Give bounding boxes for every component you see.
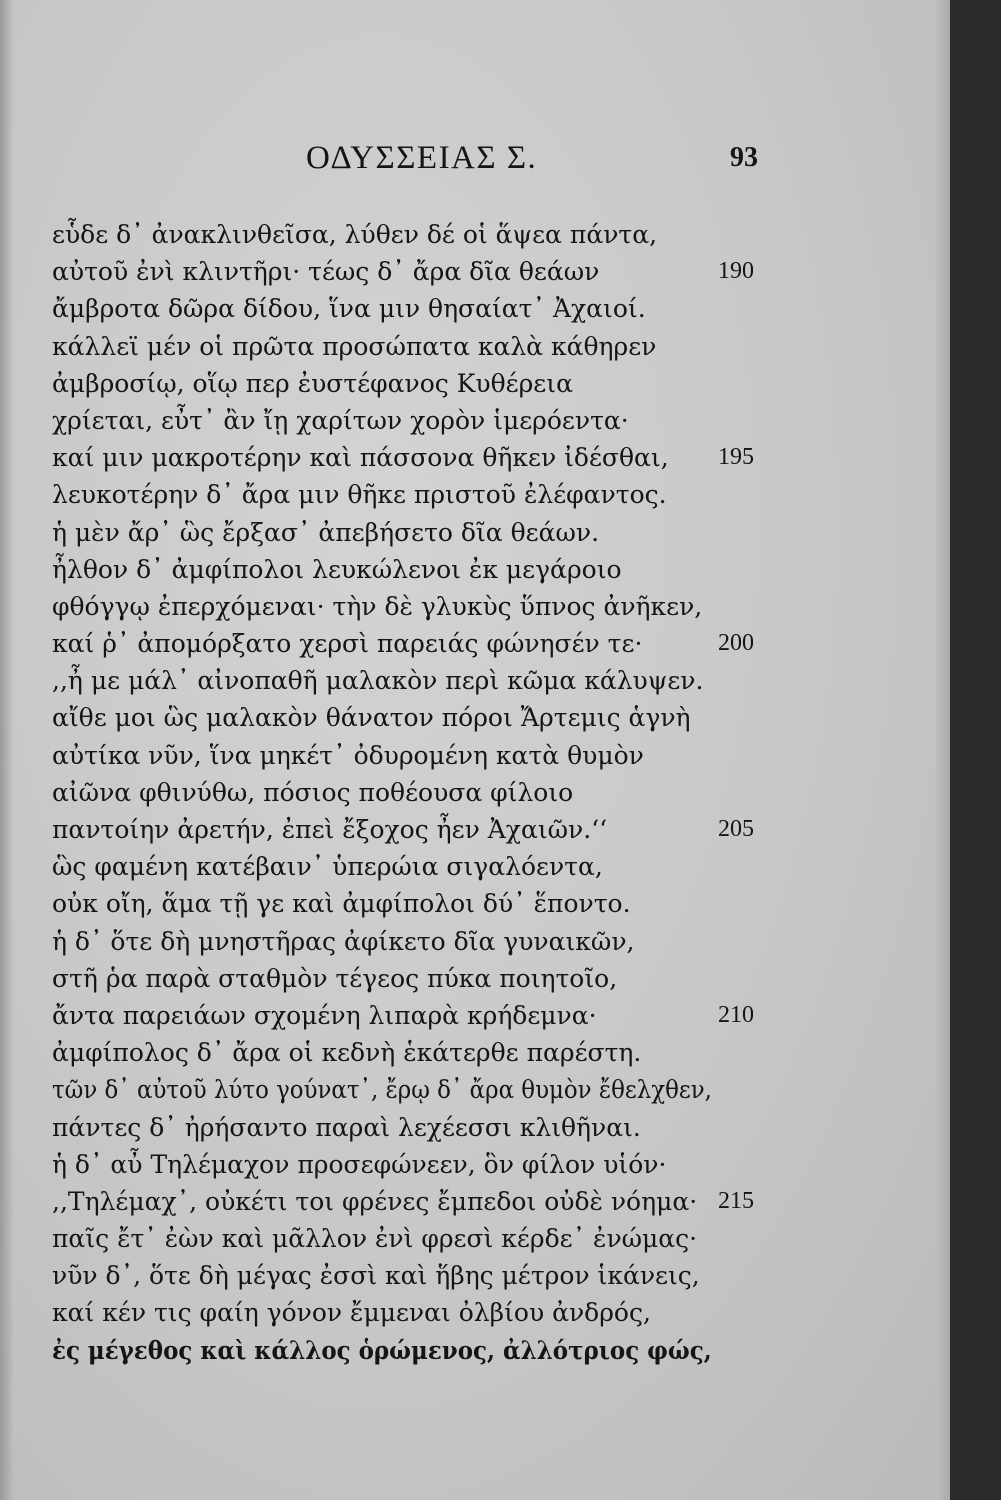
verse-line [52,1034,882,1071]
verse-line [52,960,882,997]
verse-text: νῦν δ᾽, ὅτε δὴ μέγας ἐσσὶ καὶ ἥβης μέτρον ἱκάνεις, [52,1261,700,1291]
verse-text: αἰῶνα φθινύθω, πόσιος ποθέουσα φίλοιο [52,777,574,807]
verse-line [52,1146,882,1183]
verse-line [52,997,882,1034]
verse-line [52,662,882,699]
verse-text: στῆ ῥα παρὰ σταθμὸν τέγεος πύκα ποιητοῖο, [52,963,618,993]
verse-line [52,439,882,476]
verse-line [52,1220,882,1257]
verse-text: πάντες δ᾽ ἠρήσαντο παραὶ λεχέεσσι κλιθῆναι. [52,1112,641,1142]
verse-text: αὐτίκα νῦν, ἵνα μηκέτ᾽ ὀδυρομένη κατὰ θυμὸν [52,740,644,770]
line-number: 190 [718,258,754,285]
verse-line [52,848,882,885]
verse-text: ἀμφίπολος δ᾽ ἄρα οἱ κεδνὴ ἑκάτερθε παρέστη. [52,1038,642,1068]
verse-line [52,588,882,625]
verse-line [52,551,882,588]
verse-line [52,737,882,774]
verse-text: ,,ἦ με μάλ᾽ αἰνοπαθῆ μαλακὸν περὶ κῶμα κάλυψεν. [52,666,704,696]
line-number: 215 [718,1187,754,1214]
verse-line [52,1183,882,1220]
verse-line [52,923,882,960]
line-number: 195 [718,444,754,471]
line-number: 200 [718,630,754,657]
verse-text: κάλλεϊ μέν οἱ πρῶτα προσώπατα καλὰ κάθηρεν [52,331,657,361]
verse-line [52,885,882,922]
verse-text: χρίεται, εὖτ᾽ ἂν ἴῃ χαρίτων χορὸν ἱμερόεντα· [52,405,629,435]
page-number: 93 [730,142,758,173]
spine-shadow [0,0,14,1500]
verse-text: ἡ δ᾽ ὅτε δὴ μνηστῆρας ἀφίκετο δῖα γυναικῶν, [52,926,635,956]
verse-text: οὐκ οἴη, ἅμα τῇ γε καὶ ἀμφίπολοι δύ᾽ ἕποντο. [52,889,631,919]
verse-line [52,328,882,365]
verse-line [52,625,882,662]
verse-line [52,811,882,848]
verse-line [52,290,882,327]
verse-text: εὗδε δ᾽ ἀνακλινθεῖσα, λύθεν δέ οἱ ἅψεα πάντα, [52,220,658,249]
verse-line [52,699,882,736]
verse-text: ἦλθον δ᾽ ἀμφίπολοι λευκώλενοι ἐκ μεγάροιο [52,554,622,584]
verse-line [52,1071,882,1108]
verse-line [52,1109,882,1146]
running-title: ΟΔΥΣΣΕΙΑΣ Σ. [306,140,538,176]
verse-line [52,1332,882,1369]
verse-line [52,216,882,253]
verse-text: παῖς ἔτ᾽ ἐὼν καὶ μᾶλλον ἐνὶ φρεσὶ κέρδε᾽ ἐνώμας· [52,1224,698,1254]
verse-text: τῶν δ᾽ αὐτοῦ λύτο γούνατ᾽, ἔρῳ δ᾽ ἄρα θυμὸν ἔθελχθεν, [52,1075,712,1105]
line-number: 205 [718,816,754,842]
verse-text: ἡ μὲν ἄρ᾽ ὣς ἔρξασ᾽ ἀπεβήσετο δῖα θεάων. [52,517,600,547]
page-header [0,140,950,180]
verse-text: ἀμβροσίῳ, οἵῳ περ ἐυστέφανος Κυθέρεια [52,368,573,398]
verse-line [52,402,882,439]
verse-text: ἐς μέγεθος καὶ κάλλος ὁρώμενος, ἀλλότριος φώς, [52,1335,712,1365]
verse-line [52,1294,882,1331]
verse-text: αὐτοῦ ἐνὶ κλιντῆρι· τέως δ᾽ ἄρα δῖα θεάων [52,257,600,287]
verse-text: καί κέν τις φαίη γόνον ἔμμεναι ὀλβίου ἀνδρός, [52,1298,651,1328]
verse-text: ἄμβροτα δῶρα δίδου, ἵνα μιν θησαίατ᾽ Ἀχαιοί. [52,294,646,324]
page-edge [936,0,950,1500]
verse-line [52,774,882,811]
verse-line [52,476,882,513]
verse-line [52,1257,882,1294]
verse-text: ἡ δ᾽ αὖ Τηλέμαχον προσεφώνεεν, ὃν φίλον υἱόν· [52,1149,667,1179]
verse-text: καί μιν μακροτέρην καὶ πάσσονα θῆκεν ἰδέσθαι, [52,443,669,473]
verse-line [52,365,882,402]
verse-block [52,216,882,1369]
verse-text: φθόγγῳ ἐπερχόμεναι· τὴν δὲ γλυκὺς ὕπνος ἀνῆκεν, [52,591,703,621]
line-number: 210 [718,1001,754,1028]
verse-line [52,253,882,290]
verse-text: ὣς φαμένη κατέβαιν᾽ ὑπερώια σιγαλόεντα, [52,852,603,882]
verse-text: ,,Τηλέμαχ᾽, οὐκέτι τοι φρένες ἔμπεδοι οὐδὲ νόημα· [52,1186,698,1216]
verse-text: ἄντα παρειάων σχομένη λιπαρὰ κρήδεμνα· [52,1000,597,1030]
verse-text: λευκοτέρην δ᾽ ἄρα μιν θῆκε πριστοῦ ἐλέφαντος. [52,480,667,510]
verse-line [52,514,882,551]
verse-text: αἴθε μοι ὣς μαλακὸν θάνατον πόροι Ἄρτεμις ἁγνὴ [52,703,691,733]
verse-text: παντοίην ἀρετήν, ἐπεὶ ἔξοχος ἦεν Ἀχαιῶν.‘‘ [52,815,608,844]
verse-text: καί ῥ᾽ ἀπομόρξατο χερσὶ παρειάς φώνησέν τε· [52,629,643,659]
